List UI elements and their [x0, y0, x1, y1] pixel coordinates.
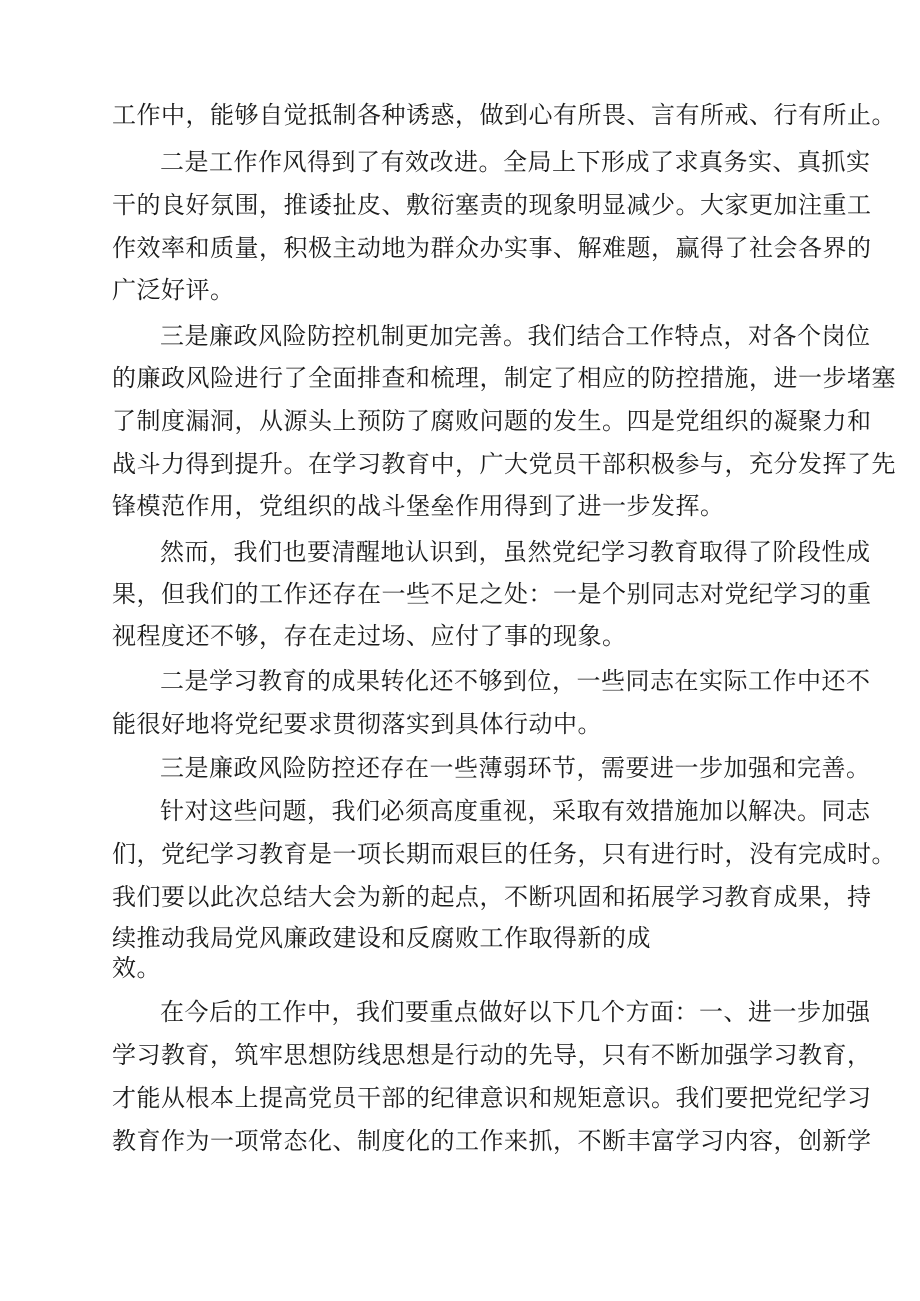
text-line: 三是廉政风险防控机制更加完善。我们结合工作特点，对各个岗位 [160, 322, 871, 350]
text-line: 教育作为一项常态化、制度化的工作来抓，不断丰富学习内容，创新学 [112, 1127, 872, 1155]
text-line: 们，党纪学习教育是一项长期而艰巨的任务，只有进行时，没有完成时。 [112, 840, 896, 868]
text-line: 广泛好评。 [112, 276, 235, 304]
text-line: 续推动我局党风廉政建设和反腐败工作取得新的成 [112, 924, 651, 952]
text-line: 干的良好氛围，推诿扯皮、敷衍塞责的现象明显减少。大家更加注重工 [112, 191, 872, 219]
text-line: 才能从根本上提高党员干部的纪律意识和规矩意识。我们要把党纪学习 [112, 1084, 872, 1112]
text-line: 二是学习教育的成果转化还不够到位，一些同志在实际工作中还不 [160, 667, 871, 695]
text-line: 作效率和质量，积极主动地为群众办实事、解难题，赢得了社会各界的 [112, 234, 872, 262]
text-line: 的廉政风险进行了全面排查和梳理，制定了相应的防控措施，进一步堵塞 [112, 364, 896, 392]
text-line: 了制度漏洞，从源头上预防了腐败问题的发生。四是党组织的凝聚力和 [112, 407, 872, 435]
text-line: 在今后的工作中，我们要重点做好以下几个方面：一、进一步加强 [160, 998, 871, 1026]
text-line: 效。 [112, 954, 161, 982]
text-line: 然而，我们也要清醒地认识到，虽然党纪学习教育取得了阶段性成 [160, 538, 871, 566]
text-line: 我们要以此次总结大会为新的起点，不断巩固和拓展学习教育成果，持 [112, 883, 872, 911]
text-line: 锋模范作用，党组织的战斗堡垒作用得到了进一步发挥。 [112, 492, 725, 520]
text-line: 能很好地将党纪要求贯彻落实到具体行动中。 [112, 710, 602, 738]
text-line: 学习教育，筑牢思想防线思想是行动的先导，只有不断加强学习教育， [112, 1041, 872, 1069]
text-line: 二是工作作风得到了有效改进。全局上下形成了求真务实、真抓实 [160, 148, 871, 176]
text-line: 战斗力得到提升。在学习教育中，广大党员干部积极参与，充分发挥了先 [112, 450, 896, 478]
text-line: 针对这些问题，我们必须高度重视，采取有效措施加以解决。同志 [160, 797, 871, 825]
text-line: 工作中，能够自觉抵制各种诱惑，做到心有所畏、言有所戒、行有所止。 [112, 101, 896, 129]
text-line: 果，但我们的工作还存在一些不足之处：一是个别同志对党纪学习的重 [112, 580, 872, 608]
text-line: 三是廉政风险防控还存在一些薄弱环节，需要进一步加强和完善。 [160, 754, 871, 782]
text-line: 视程度还不够，存在走过场、应付了事的现象。 [112, 622, 627, 650]
